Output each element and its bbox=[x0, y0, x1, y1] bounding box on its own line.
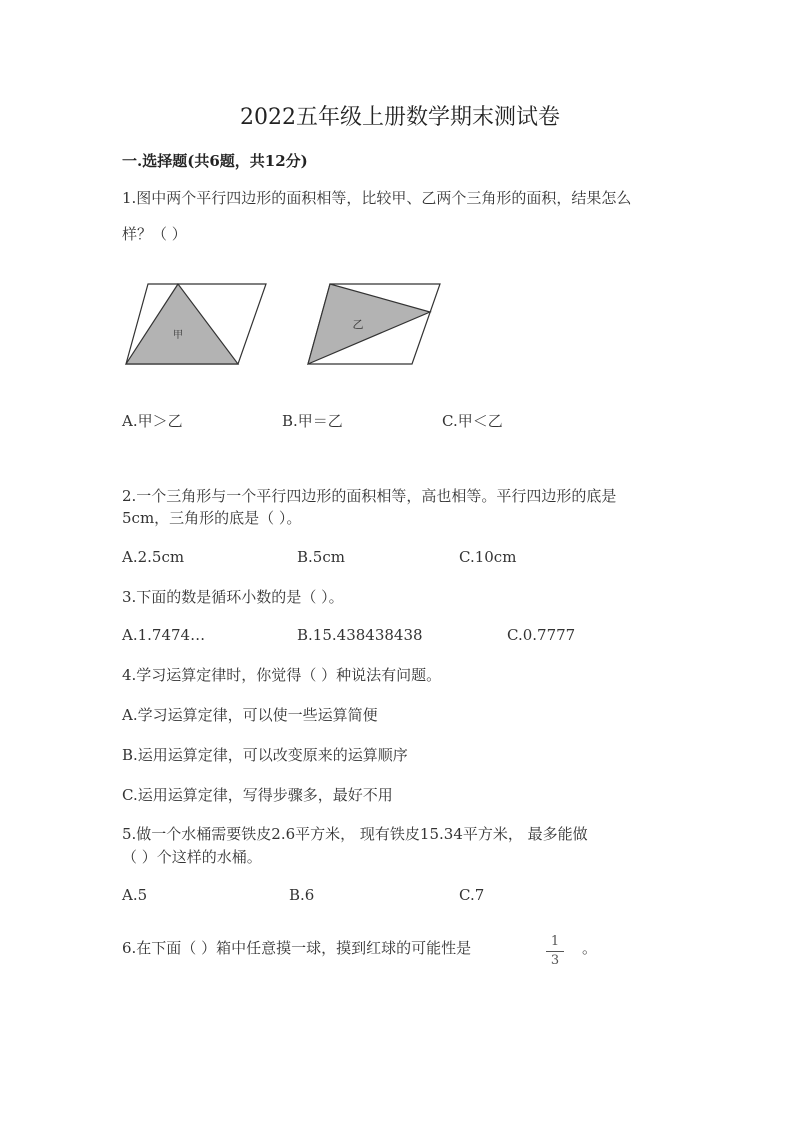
question-1-option-a: A.甲＞乙 bbox=[122, 412, 183, 430]
question-5-option-a: A.5 bbox=[122, 886, 148, 904]
question-3-option-a: A.1.7474… bbox=[122, 626, 206, 644]
question-6-stem-end: 。 bbox=[582, 939, 598, 957]
question-4-option-a: A.学习运算定律，可以使一些运算简便 bbox=[122, 706, 378, 724]
question-5-option-c: C.7 bbox=[459, 886, 485, 904]
parallelogram-figure-jia bbox=[120, 280, 270, 370]
question-5-stem-line2: （ ）个这样的水桶。 bbox=[122, 848, 262, 866]
question-4-option-b: B.运用运算定律，可以改变原来的运算顺序 bbox=[122, 746, 408, 764]
fraction-bar bbox=[546, 951, 564, 952]
section-heading: 一.选择题(共6题，共12分) bbox=[122, 152, 308, 170]
triangle-yi-label: 乙 bbox=[352, 318, 364, 331]
question-3-stem: 3.下面的数是循环小数的是（ ）。 bbox=[122, 588, 344, 606]
question-1-stem-line1: 1.图中两个平行四边形的面积相等，比较甲、乙两个三角形的面积，结果怎么 bbox=[122, 189, 632, 207]
question-3-option-c: C.0.7777 bbox=[507, 626, 576, 644]
question-4-stem: 4.学习运算定律时，你觉得（ ）种说法有问题。 bbox=[122, 666, 442, 684]
question-2-option-c: C.10cm bbox=[459, 548, 517, 566]
question-1-option-b: B.甲＝乙 bbox=[282, 412, 343, 430]
question-1-option-c: C.甲＜乙 bbox=[442, 412, 503, 430]
question-4-option-c: C.运用运算定律，写得步骤多，最好不用 bbox=[122, 786, 393, 804]
question-6-stem: 6.在下面（ ）箱中任意摸一球，摸到红球的可能性是 bbox=[122, 939, 472, 957]
triangle-jia-label: 甲 bbox=[173, 330, 183, 341]
question-3-option-b: B.15.438438438 bbox=[297, 626, 423, 644]
fraction-one-third bbox=[546, 934, 564, 969]
question-5-stem-line1: 5.做一个水桶需要铁皮2.6平方米， 现有铁皮15.34平方米， 最多能做 bbox=[122, 825, 588, 843]
question-2-stem-line1: 2.一个三角形与一个平行四边形的面积相等，高也相等。平行四边形的底是 bbox=[122, 487, 617, 505]
fraction-denominator: 3 bbox=[550, 953, 560, 968]
question-5-option-b: B.6 bbox=[289, 886, 315, 904]
question-2-stem-line2: 5cm，三角形的底是（ ）。 bbox=[122, 509, 302, 527]
question-2-option-a: A.2.5cm bbox=[122, 548, 185, 566]
question-2-option-b: B.5cm bbox=[297, 548, 345, 566]
parallelogram-figure-yi bbox=[300, 280, 450, 370]
question-1-stem-line2: 样？（ ） bbox=[122, 225, 187, 243]
fraction-numerator: 1 bbox=[550, 934, 560, 949]
page-title: 2022五年级上册数学期末测试卷 bbox=[240, 105, 560, 130]
